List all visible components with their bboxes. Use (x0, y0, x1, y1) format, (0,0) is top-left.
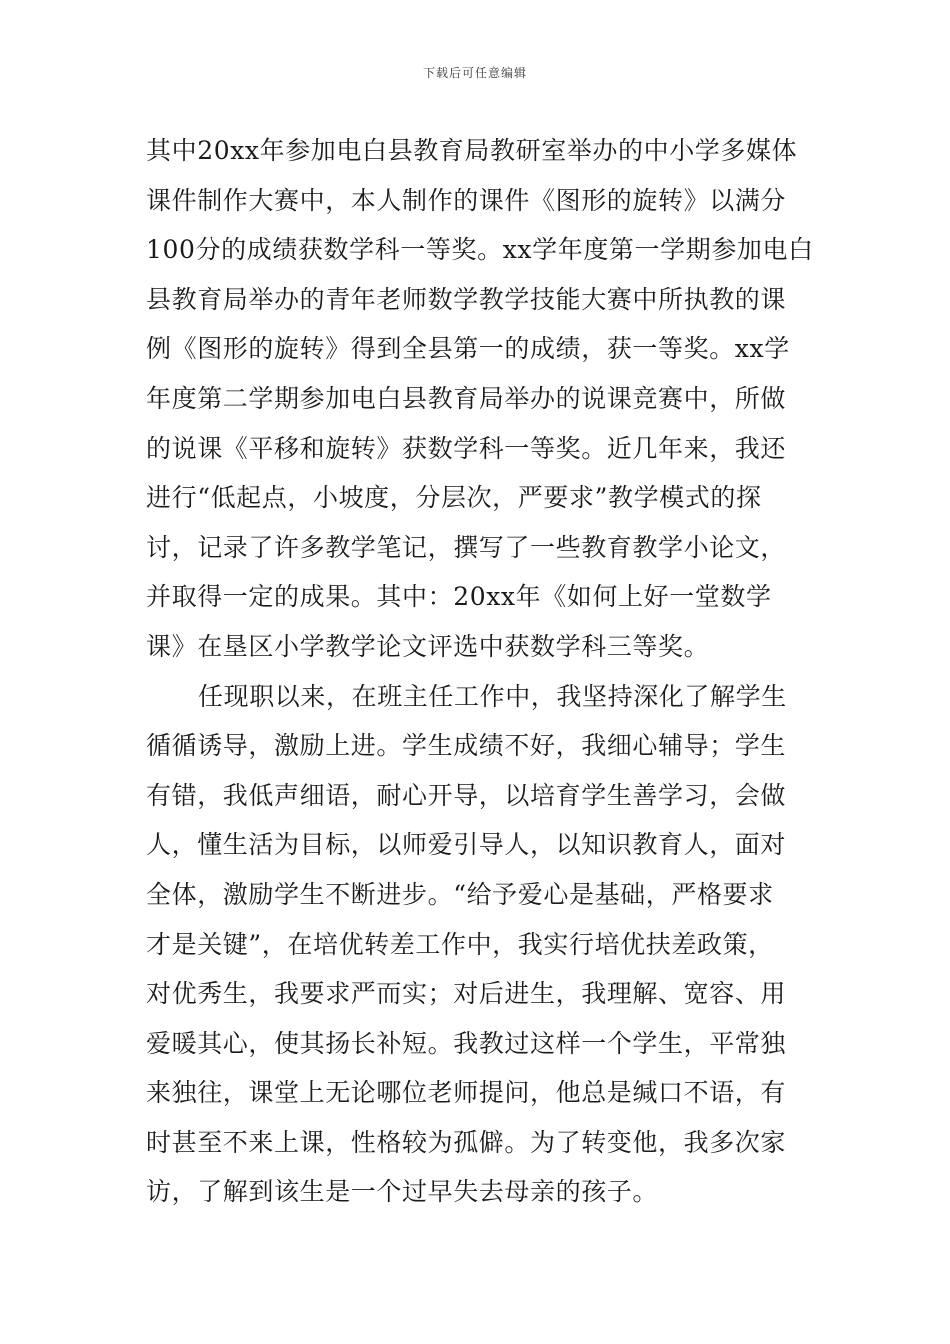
text-line: 课》在垦区小学教学论文评选中获数学科三等奖。 (146, 631, 710, 661)
text-line: 访，了解到该生是一个过早失去母亲的孩子。 (146, 1177, 659, 1207)
text-line: 人，懂生活为目标，以师爱引导人，以知识教育人，面对 (146, 830, 787, 860)
text-line: 爱暖其心，使其扬长补短。我教过这样一个学生，平常独 (146, 1028, 787, 1058)
document-body (146, 126, 814, 1217)
text-line: 并取得一定的成果。其中：20xx年《如何上好一堂数学 (146, 582, 772, 612)
text-line: 时甚至不来上课，性格较为孤僻。为了转变他，我多次家 (146, 1127, 787, 1157)
text-line: 年度第二学期参加电白县教育局举办的说课竞赛中，所做 (146, 383, 787, 413)
text-line: 有错，我低声细语，耐心开导，以培育学生善学习，会做 (146, 780, 787, 810)
text-line: 对优秀生，我要求严而实；对后进生，我理解、宽容、用 (146, 979, 787, 1009)
paragraph (146, 672, 806, 1218)
text-line: 县教育局举办的青年老师数学教学技能大赛中所执教的课 (146, 284, 787, 314)
text-line: 的说课《平移和旋转》获数学科一等奖。近几年来，我还 (146, 433, 787, 463)
text-line: 课件制作大赛中，本人制作的课件《图形的旋转》以满分 (146, 185, 787, 215)
text-line: 例《图形的旋转》得到全县第一的成绩，获一等奖。xx学 (146, 334, 790, 364)
text-line: 来独往，课堂上无论哪位老师提问，他总是缄口不语，有 (146, 1078, 787, 1108)
text-line: 全体，激励学生不断进步。“给予爱心是基础，严格要求 (146, 879, 774, 909)
text-line: 其中20xx年参加电白县教育局教研室举办的中小学多媒体 (146, 136, 798, 165)
text-line: 才是关键”，在培优转差工作中，我实行培优扶差政策， (146, 929, 774, 959)
text-line: 100分的成绩获数学科一等奖。xx学年度第一学期参加电白 (146, 235, 814, 265)
text-line: 循循诱导，激励上进。学生成绩不好，我细心辅导；学生 (146, 731, 787, 761)
text-line: 进行“低起点，小坡度，分层次，严要求”教学模式的探 (146, 483, 762, 513)
text-line: 任现职以来，在班主任工作中，我坚持深化了解学生 (198, 681, 787, 711)
text-line: 讨，记录了许多教学笔记，撰写了一些教育教学小论文， (146, 532, 787, 562)
page-header: 下载后可任意编辑 (422, 66, 527, 80)
paragraph (146, 126, 814, 672)
